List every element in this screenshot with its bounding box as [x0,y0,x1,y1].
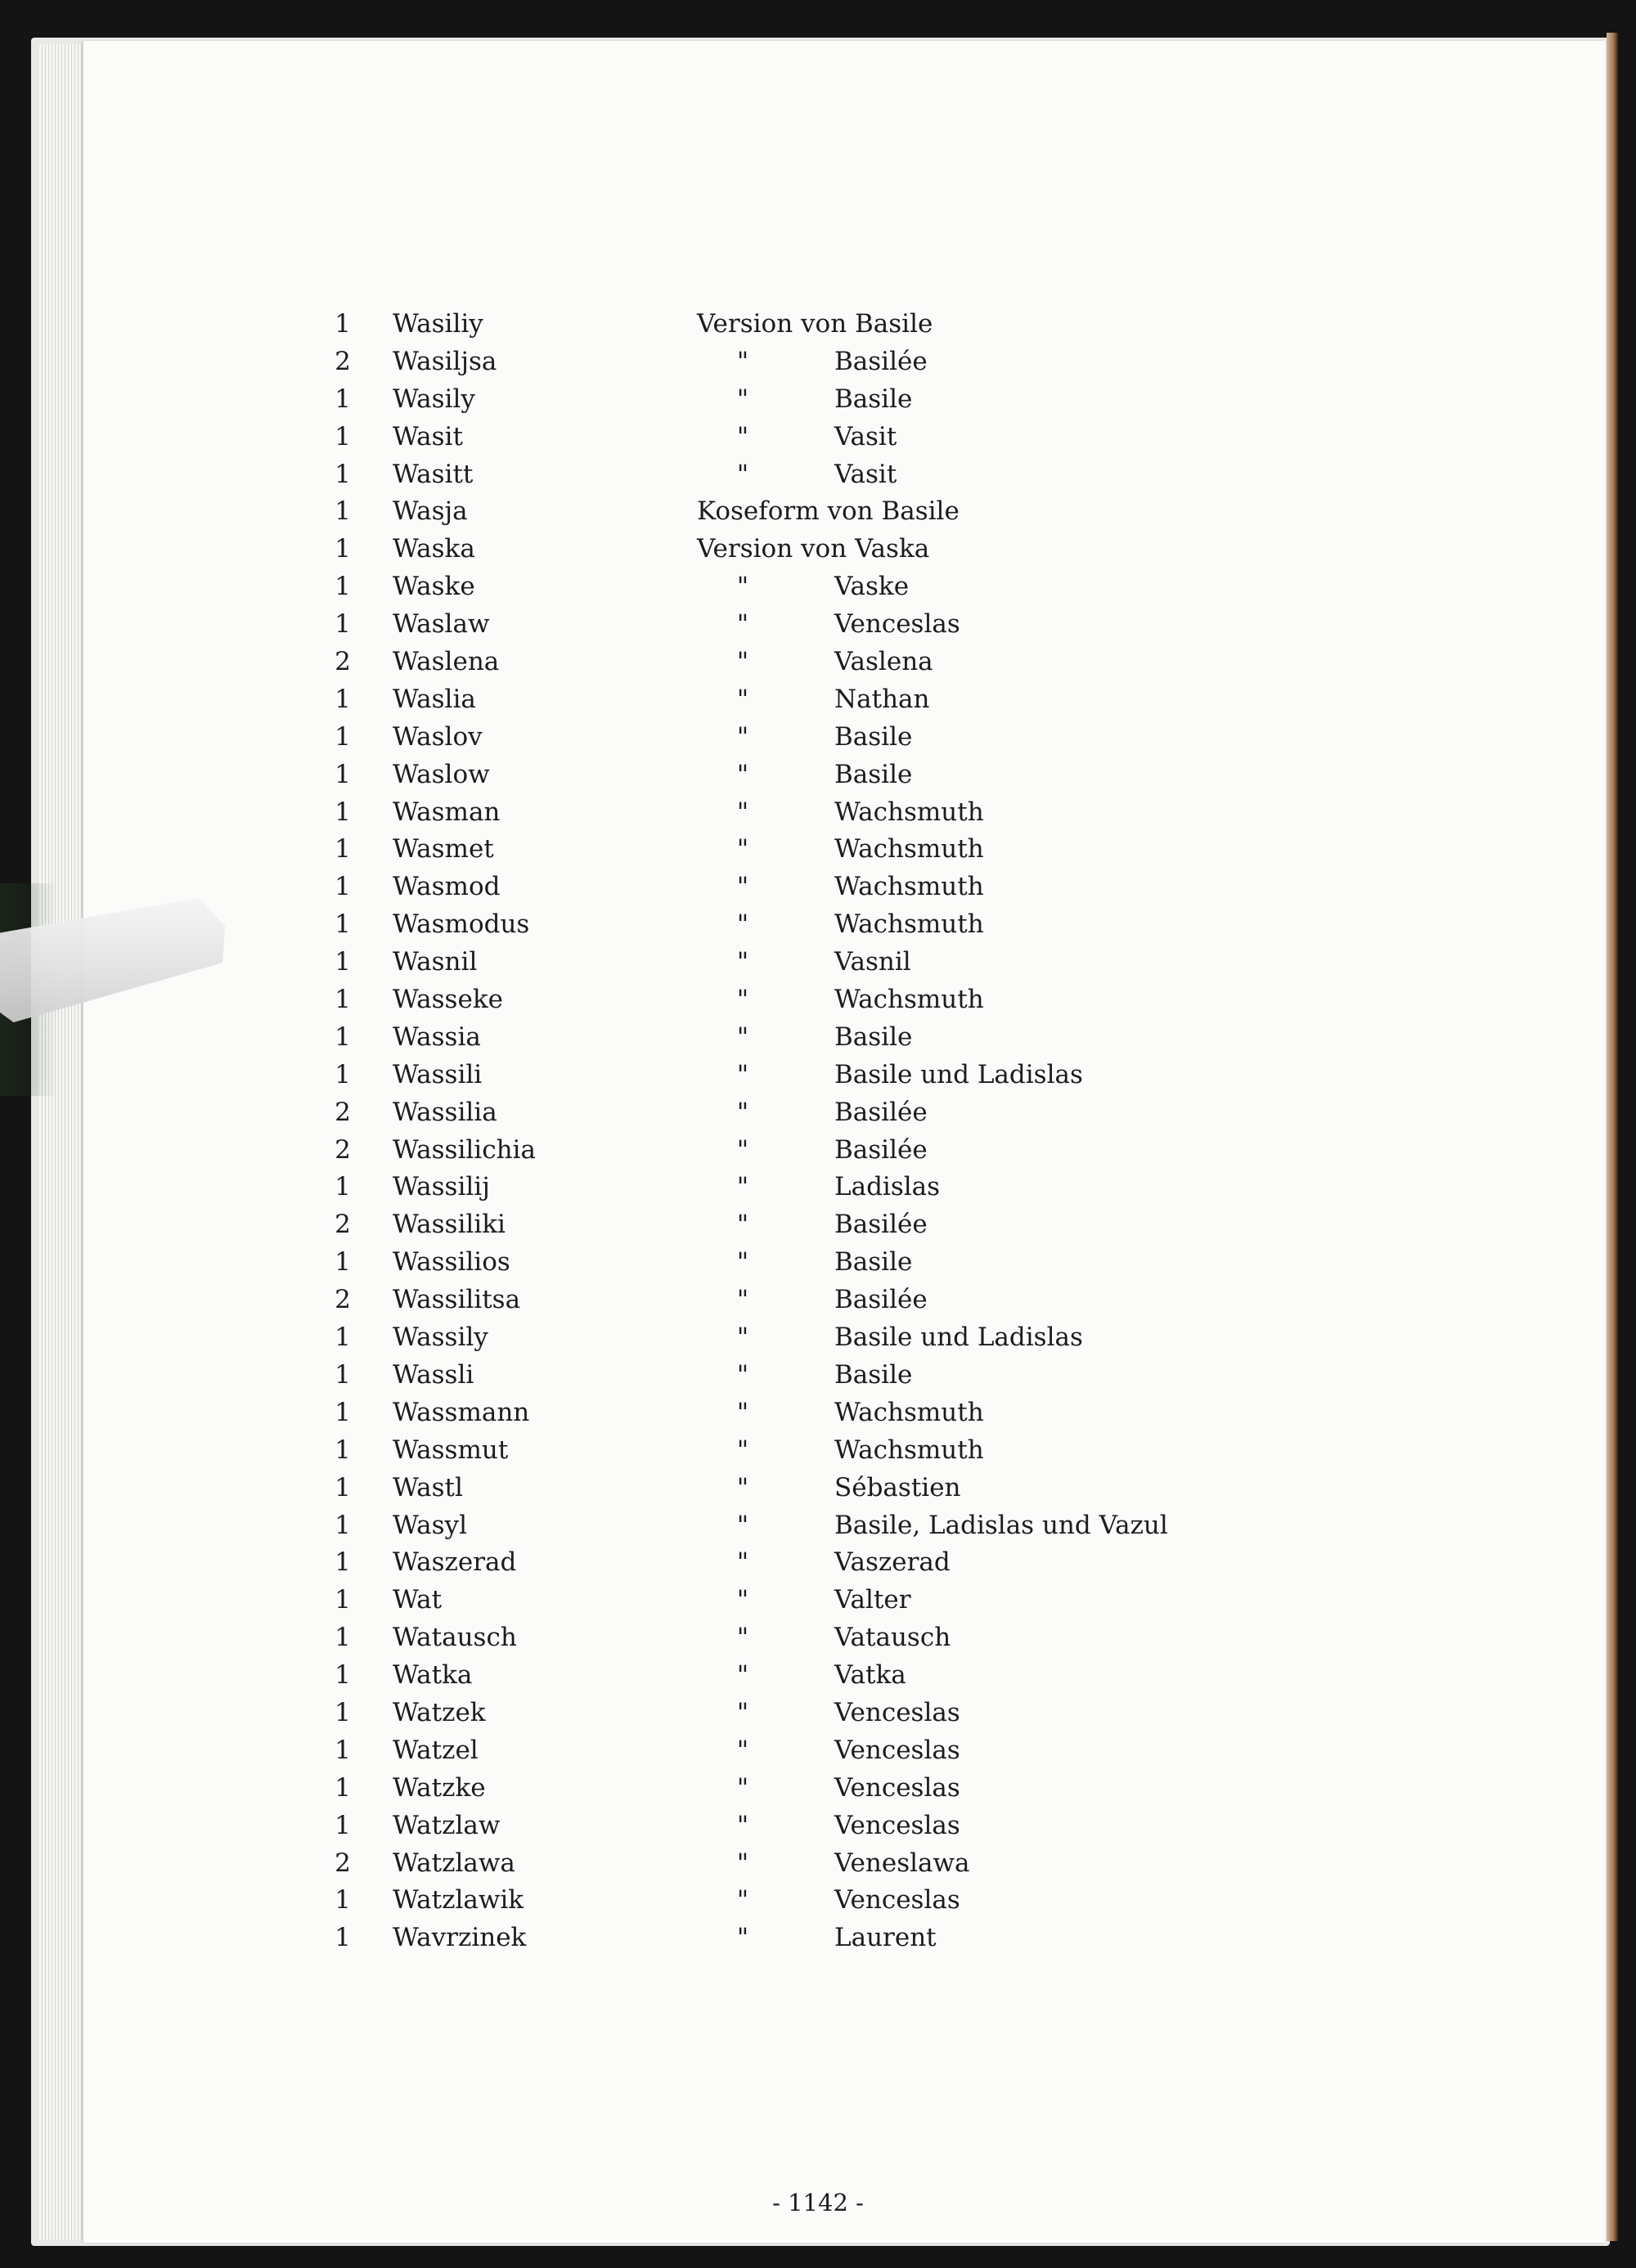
list-item [0,869,1636,906]
ditto-mark: " [736,1585,749,1615]
entry-meaning: Vaszerad [834,1547,951,1578]
entry-meaning: Venceslas [834,1772,960,1803]
ditto-mark: " [736,1510,749,1540]
entry-name: Watzel [393,1735,479,1765]
entry-meaning: Vatka [834,1660,906,1691]
list-item [0,906,1636,944]
ditto-mark: " [736,1885,749,1915]
entry-count: 1 [335,1022,351,1052]
list-item [0,306,1636,344]
entry-name: Waska [393,534,475,564]
entry-meaning: Vaslena [834,647,933,677]
ditto-mark: " [736,872,749,902]
entry-count: 1 [335,459,351,489]
entry-name: Watzke [393,1772,486,1803]
list-item [0,1019,1636,1057]
entry-count: 1 [335,872,351,902]
entry-meaning: Sébastien [834,1472,961,1502]
entry-description: Koseform von Basile [697,496,960,527]
entry-name: Wassilitsa [393,1285,521,1315]
ditto-mark: " [736,1547,749,1578]
entry-count: 2 [335,1285,351,1315]
entry-meaning: Basile [834,1247,913,1278]
entry-count: 1 [335,1172,351,1202]
entry-count: 1 [335,1697,351,1727]
entry-meaning: Basile, Ladislas und Vazul [834,1510,1168,1540]
entry-meaning: Basile [834,1359,913,1390]
entry-count: 1 [335,1323,351,1353]
list-item [0,1094,1636,1132]
entry-count: 1 [335,572,351,602]
entry-name: Waslena [393,647,500,677]
ditto-mark: " [736,1772,749,1803]
entry-count: 1 [335,721,351,752]
entry-count: 1 [335,1059,351,1089]
entry-count: 1 [335,684,351,714]
ditto-mark: " [736,947,749,977]
entry-name: Wassilij [393,1172,490,1202]
list-item [0,381,1636,419]
entry-count: 1 [335,1585,351,1615]
entry-meaning: Basile [834,721,913,752]
entry-name: Watausch [393,1623,517,1653]
list-item [0,1657,1636,1695]
ditto-mark: " [736,1359,749,1390]
entry-count: 1 [335,1359,351,1390]
entry-count: 1 [335,1735,351,1765]
entry-meaning: Wachsmuth [834,985,984,1015]
ditto-mark: " [736,346,749,376]
ditto-mark: " [736,384,749,414]
ditto-mark: " [736,1247,749,1278]
ditto-mark: " [736,834,749,865]
entry-name: Wasmod [393,872,501,902]
entry-meaning: Wachsmuth [834,1435,984,1465]
ditto-mark: " [736,1022,749,1052]
entry-count: 1 [335,384,351,414]
entry-description: Version von Basile [697,309,933,339]
entry-meaning: Venceslas [834,1697,960,1727]
entry-count: 1 [335,947,351,977]
entry-name: Waszerad [393,1547,517,1578]
list-item [0,794,1636,832]
entry-name: Wasiljsa [393,346,497,376]
list-item [0,456,1636,494]
ditto-mark: " [736,1810,749,1840]
entry-count: 1 [335,1435,351,1465]
entry-name: Waslia [393,684,476,714]
entry-name: Watzlawa [393,1848,515,1878]
entry-count: 1 [335,1547,351,1578]
list-item [0,1770,1636,1808]
entry-count: 1 [335,421,351,451]
entry-name: Wasmet [393,834,494,865]
list-item [0,1394,1636,1432]
entry-count: 1 [335,1247,351,1278]
ditto-mark: " [736,1472,749,1502]
entry-meaning: Venceslas [834,609,960,640]
entry-name: Wasseke [393,985,503,1015]
page-number: - 1142 - [772,2189,864,2216]
entry-meaning: Veneslawa [834,1848,970,1878]
entry-name: Wasily [393,384,475,414]
entry-name: Wassli [393,1359,474,1390]
entry-name: Wassili [393,1059,483,1089]
ditto-mark: " [736,721,749,752]
entry-name: Wassia [393,1022,481,1052]
ditto-mark: " [736,572,749,602]
entry-meaning: Ladislas [834,1172,941,1202]
ditto-mark: " [736,684,749,714]
entry-name: Wasitt [393,459,474,489]
entry-meaning: Basile [834,384,913,414]
entry-meaning: Wachsmuth [834,909,984,940]
ditto-mark: " [736,909,749,940]
entry-count: 1 [335,1660,351,1691]
entry-count: 1 [335,759,351,789]
list-item [0,1845,1636,1883]
entry-name: Wassiliki [393,1210,506,1240]
entry-name: Wasit [393,421,463,451]
list-item [0,1544,1636,1582]
list-item [0,1882,1636,1920]
entry-name: Wasyl [393,1510,467,1540]
entry-count: 1 [335,609,351,640]
list-item [0,1132,1636,1170]
ditto-mark: " [736,1210,749,1240]
name-list [0,306,1636,1957]
list-item [0,1169,1636,1206]
ditto-mark: " [736,1134,749,1165]
entry-count: 1 [335,534,351,564]
entry-name: Wasman [393,797,501,827]
entry-meaning: Basile und Ladislas [834,1059,1083,1089]
entry-name: Watzlawik [393,1885,524,1915]
ditto-mark: " [736,1323,749,1353]
list-item [0,1282,1636,1319]
entry-name: Watka [393,1660,473,1691]
list-item [0,1695,1636,1732]
entry-name: Wasnil [393,947,478,977]
entry-meaning: Venceslas [834,1735,960,1765]
entry-meaning: Basile [834,1022,913,1052]
entry-meaning: Vasit [834,459,897,489]
list-item [0,1244,1636,1282]
entry-name: Wassilios [393,1247,510,1278]
entry-count: 1 [335,834,351,865]
entry-name: Wassmut [393,1435,509,1465]
entry-name: Wasiliy [393,309,483,339]
entry-meaning: Vatausch [834,1623,951,1653]
list-item [0,568,1636,606]
list-item [0,1619,1636,1657]
list-item [0,1732,1636,1770]
entry-count: 1 [335,1623,351,1653]
entry-name: Wavrzinek [393,1923,527,1953]
entry-count: 2 [335,1097,351,1127]
list-item [0,1582,1636,1619]
entry-name: Wassilia [393,1097,497,1127]
entry-count: 1 [335,797,351,827]
list-item [0,1432,1636,1470]
list-item [0,1319,1636,1357]
entry-description: Version von Vaska [697,534,930,564]
ditto-mark: " [736,1923,749,1953]
entry-name: Wassilichia [393,1134,536,1165]
entry-count: 1 [335,1397,351,1427]
entry-meaning: Venceslas [834,1885,960,1915]
entry-meaning: Vasit [834,421,897,451]
list-item [0,981,1636,1019]
entry-meaning: Basile [834,759,913,789]
ditto-mark: " [736,459,749,489]
ditto-mark: " [736,609,749,640]
entry-meaning: Valter [834,1585,911,1615]
list-item [0,419,1636,456]
list-item [0,1057,1636,1094]
entry-count: 2 [335,647,351,677]
entry-name: Waslov [393,721,483,752]
entry-count: 1 [335,1510,351,1540]
ditto-mark: " [736,1623,749,1653]
ditto-mark: " [736,1172,749,1202]
ditto-mark: " [736,1397,749,1427]
list-item [0,719,1636,757]
ditto-mark: " [736,1435,749,1465]
entry-meaning: Venceslas [834,1810,960,1840]
list-item [0,1507,1636,1545]
entry-meaning: Basilée [834,1285,928,1315]
list-item [0,531,1636,568]
entry-count: 1 [335,985,351,1015]
list-item [0,757,1636,794]
ditto-mark: " [736,1059,749,1089]
entry-meaning: Vaske [834,572,910,602]
entry-meaning: Basilée [834,346,928,376]
ditto-mark: " [736,985,749,1015]
ditto-mark: " [736,1848,749,1878]
entry-meaning: Vasnil [834,947,911,977]
list-item [0,493,1636,531]
entry-count: 1 [335,1810,351,1840]
list-item [0,944,1636,981]
entry-name: Wat [393,1585,443,1615]
list-item [0,1808,1636,1845]
entry-name: Watzlaw [393,1810,501,1840]
ditto-mark: " [736,759,749,789]
ditto-mark: " [736,797,749,827]
entry-meaning: Basile und Ladislas [834,1323,1083,1353]
entry-meaning: Wachsmuth [834,1397,984,1427]
entry-count: 1 [335,1772,351,1803]
ditto-mark: " [736,1735,749,1765]
entry-meaning: Basilée [834,1097,928,1127]
entry-count: 2 [335,346,351,376]
entry-meaning: Basilée [834,1134,928,1165]
entry-count: 2 [335,1134,351,1165]
entry-name: Waslow [393,759,490,789]
list-item [0,1357,1636,1394]
ditto-mark: " [736,421,749,451]
entry-count: 2 [335,1210,351,1240]
entry-meaning: Wachsmuth [834,797,984,827]
list-item [0,644,1636,681]
list-item [0,681,1636,719]
entry-count: 1 [335,1885,351,1915]
entry-name: Watzek [393,1697,486,1727]
entry-meaning: Basilée [834,1210,928,1240]
list-item [0,1470,1636,1507]
entry-meaning: Wachsmuth [834,834,984,865]
ditto-mark: " [736,1285,749,1315]
entry-count: 1 [335,909,351,940]
entry-name: Waske [393,572,475,602]
list-item [0,1206,1636,1244]
entry-name: Wasmodus [393,909,530,940]
entry-name: Waslaw [393,609,490,640]
entry-name: Wassmann [393,1397,530,1427]
entry-name: Wastl [393,1472,463,1502]
entry-name: Wassily [393,1323,488,1353]
entry-meaning: Wachsmuth [834,872,984,902]
list-item [0,344,1636,381]
entry-meaning: Nathan [834,684,930,714]
entry-count: 1 [335,1472,351,1502]
list-item [0,831,1636,869]
list-item [0,606,1636,644]
entry-count: 1 [335,309,351,339]
entry-count: 1 [335,1923,351,1953]
entry-count: 1 [335,496,351,527]
ditto-mark: " [736,1660,749,1691]
entry-count: 2 [335,1848,351,1878]
list-item [0,1920,1636,1957]
entry-meaning: Laurent [834,1923,937,1953]
ditto-mark: " [736,1097,749,1127]
entry-name: Wasja [393,496,468,527]
ditto-mark: " [736,1697,749,1727]
ditto-mark: " [736,647,749,677]
